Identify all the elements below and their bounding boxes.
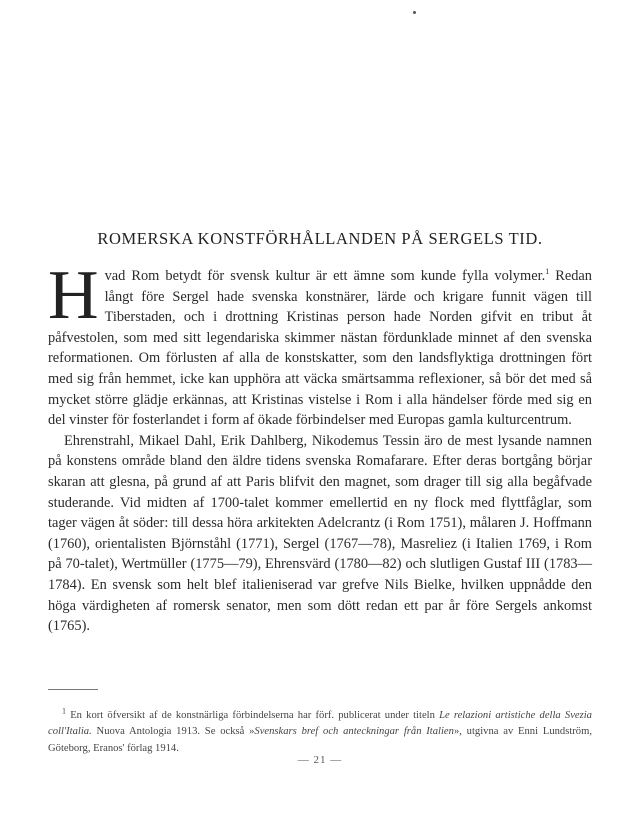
footnote-text-3: », utgivna av Enni Lundström, Göteborg, Eranos' förlag 1914.	[48, 726, 592, 754]
chapter-title: ROMERSKA KONSTFÖRHÅLLANDEN PÅ SERGELS TID.	[97, 229, 543, 248]
print-speck	[413, 11, 416, 14]
footnote-marker: 1	[62, 706, 66, 716]
paragraph-1-text-a: vad Rom betydt för svensk kultur är ett ämne som kunde fylla volymer.	[104, 268, 546, 284]
footnote-text-1: En kort öfversikt af de konstnärliga förbindelserna har förf. publicerat under titeln	[66, 709, 440, 721]
page-number: — 21 —	[297, 754, 343, 766]
footnote-italic-2: Svenskars bref och anteckningar från Italien	[254, 726, 454, 738]
footnote-italic-1: Le relazioni artistiche della Svezia coll'Italia.	[48, 709, 592, 738]
footnote	[48, 708, 592, 758]
paragraph-2: Ehrenstrahl, Mikael Dahl, Erik Dahlberg, Nikodemus Tessin äro de mest lysande namnen på konstens område bland den äldre tidens svenska Romafarare. Efter deras bortgång börjar skaran att glesna, på grund af att Paris blifvit den magnet, som drager till sig alla begåfvade studerande. Vid midten af 1700-talet kommer emellertid en ny flock med flyttfåglar, som tager vägen åt söder: till dessa höra arkitekten Adelcrantz (i Rom 1751), målaren J. Hoffmann (1760), orientalisten Björnståhl (1771), Sergel (1767—78), Masreliez (i Italien 1769, i Rom på 70-talet), Wertmüller (1775—79), Ehrensvärd (1780—82) och slutligen Gustaf III (1783—1784). En svensk som helt blef italieniserad var grefve Nils Bielke, hvilken uppnådde den höga värdigheten af romersk senator, men som dött redan ett par år före Sergels ankomst (1765).	[48, 432, 592, 635]
footnote-divider	[48, 689, 98, 690]
footnote-reference: 1	[545, 267, 550, 277]
body-text	[48, 257, 592, 637]
drop-cap: H	[48, 257, 99, 334]
paragraph-1	[48, 257, 592, 431]
footnote-text-2: Nuova Antologia 1913. Se också »	[91, 726, 255, 738]
paragraph-1-text-b: Redan långt före Sergel hade svenska konstnärer, lärde och krigare funnit vägen till Tiberstaden, och i drottning Kristinas person hade Norden gifvit en tribut åt påfvestolen, som med sitt legendariska skimmer nästan fördunklade minnet af den svenska reformationen. Om förlusten af alla de konstskatter, som den landsflyktiga drottningen fört med sig från hemmet, icke kan upphöra att väcka smärtsamma reflexioner, så bör det med så mycket större glädje erkännas, att Kristinas vistelse i Rom i alla händelser förde med sig en del vinster för fosterlandet i form af ökade förbindelser med Europas gamla kulturcentrum.	[48, 268, 592, 429]
